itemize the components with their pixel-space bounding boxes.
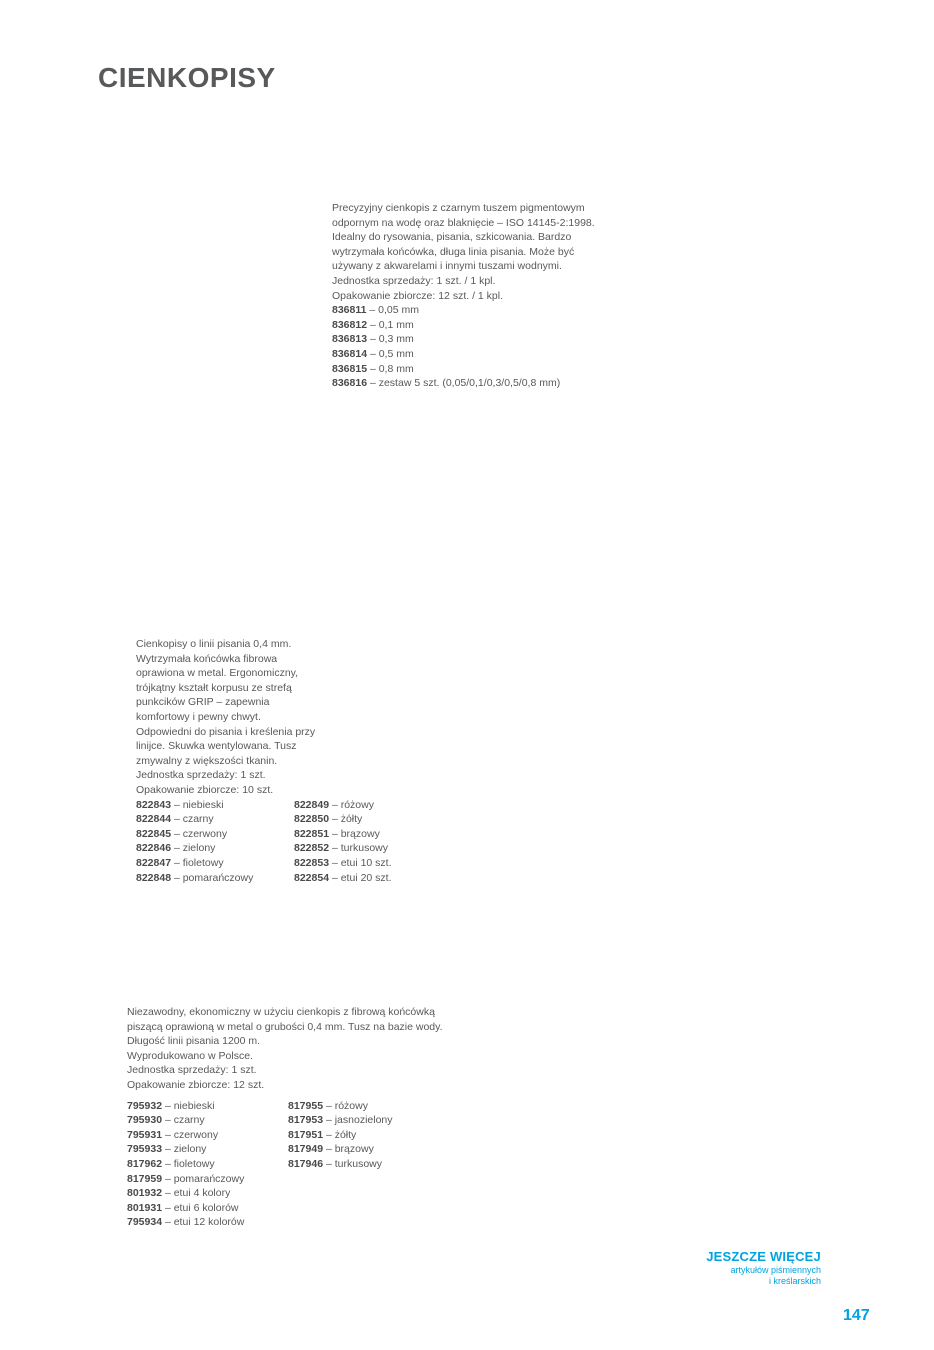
product-variant: – jasnozielony [323, 1114, 393, 1127]
product-code: 822852 [294, 842, 330, 855]
product-variant: – etui 10 szt. [329, 856, 392, 869]
product-variant: – etui 6 kolorów [162, 1201, 239, 1214]
product-variant: – brązowy [323, 1143, 374, 1156]
description-line: Odpowiedni do pisania i kreślenia przy [136, 725, 316, 738]
product-variant: – niebieski [162, 1099, 215, 1112]
description-line: Jednostka sprzedaży: 1 szt. / 1 kpl. [332, 274, 496, 287]
description-line: Opakowanie zbiorcze: 12 szt. / 1 kpl. [332, 289, 503, 302]
promo-subtitle-line-1: artykułów piśmiennych [730, 1265, 821, 1275]
product-code: 817959 [127, 1172, 163, 1185]
description-line: Długość linii pisania 1200 m. [127, 1035, 261, 1048]
product-variant: – pomarańczowy [171, 871, 254, 884]
product-code: 836816 [332, 377, 368, 390]
description-line: Idealny do rysowania, pisania, szkicowania. Bardzo [332, 231, 572, 244]
product-variant: – różowy [323, 1099, 368, 1112]
product-code-item [127, 1172, 288, 1187]
description-line: komfortowy i pewny chwyt. [136, 710, 261, 723]
product-variant: – etui 20 szt. [329, 871, 392, 884]
product-code-item [294, 856, 452, 871]
product-code: 822843 [136, 798, 172, 811]
product-code: 822851 [294, 827, 330, 840]
product-code-item [127, 1215, 288, 1230]
description-line: piszącą oprawioną w metal o grubości 0,4 mm. Tusz na bazie wody. [127, 1020, 443, 1033]
product-code-item [332, 332, 595, 347]
product-code: 822844 [136, 813, 172, 826]
description-line: punkcików GRIP – zapewnia [136, 696, 270, 709]
product-code-columns [127, 1099, 449, 1230]
product-code: 836812 [332, 318, 368, 331]
product-variant: – zestaw 5 szt. (0,05/0,1/0,3/0,5/0,8 mm) [367, 377, 561, 390]
product-code: 822853 [294, 856, 330, 869]
product-variant: – 0,8 mm [367, 362, 414, 375]
description-line: oprawiona w metal. Ergonomiczny, [136, 667, 299, 680]
product-code: 822854 [294, 871, 330, 884]
product-variant: – czerwony [162, 1128, 219, 1141]
product-variant: – czarny [162, 1114, 205, 1127]
product-code-item [294, 812, 452, 827]
product-code-item [136, 856, 294, 871]
product-code-column-1 [136, 798, 294, 886]
product-code: 822847 [136, 856, 172, 869]
description-line: Wyprodukowano w Polsce. [127, 1049, 253, 1062]
description-line: Wytrzymała końcówka fibrowa [136, 652, 278, 665]
product-code: 801932 [127, 1187, 163, 1200]
product-code: 822849 [294, 798, 330, 811]
product-code: 836814 [332, 347, 368, 360]
description-line: Opakowanie zbiorcze: 10 szt. [136, 783, 274, 796]
product-variant: – żółty [323, 1128, 357, 1141]
product-code: 817951 [288, 1128, 324, 1141]
description-line: Jednostka sprzedaży: 1 szt. [127, 1064, 257, 1077]
product-code-item [127, 1142, 288, 1157]
page-title: CIENKOPISY [98, 62, 276, 93]
product-variant: – brązowy [329, 827, 380, 840]
product-variant: – czerwony [171, 827, 228, 840]
product-code-item [294, 798, 452, 813]
product-variant: – czarny [171, 813, 214, 826]
product-code-item [127, 1157, 288, 1172]
product-code-item [136, 871, 294, 886]
product-code-item [288, 1128, 449, 1143]
page-number: 147 [843, 1307, 870, 1324]
product-code-column-2 [288, 1099, 449, 1230]
product-code-item [127, 1186, 288, 1201]
product-code: 836811 [332, 304, 367, 317]
product-code: 822850 [294, 813, 330, 826]
product-code: 817949 [288, 1143, 324, 1156]
product-variant: – 0,05 mm [366, 304, 419, 317]
product-description [136, 637, 452, 798]
promo-box [706, 1249, 821, 1287]
description-line: Jednostka sprzedaży: 1 szt. [136, 769, 266, 782]
product-code-item [332, 347, 595, 362]
product-code-item [294, 841, 452, 856]
product-variant: – turkusowy [329, 842, 388, 855]
description-line: Niezawodny, ekonomiczny w użyciu cienkopis z fibrową końcówką [127, 1006, 435, 1018]
product-variant: – niebieski [171, 798, 224, 811]
description-line: Cienkopisy o linii pisania 0,4 mm. [136, 638, 292, 650]
product-code: 795933 [127, 1143, 163, 1156]
product-variant: – pomarańczowy [162, 1172, 245, 1185]
description-line: używany z akwarelami i innymi tuszami wodnymi. [332, 260, 562, 273]
product-code: 817955 [288, 1099, 324, 1112]
description-line: Opakowanie zbiorcze: 12 szt. [127, 1078, 265, 1091]
product-block-3 [127, 1005, 449, 1230]
promo-subtitle-line-2: i kreślarskich [768, 1276, 821, 1286]
product-code-item [332, 376, 595, 391]
product-code: 795931 [127, 1128, 163, 1141]
product-code: 836813 [332, 333, 368, 346]
product-code: 817953 [288, 1114, 324, 1127]
description-line: odpornym na wodę oraz blaknięcie – ISO 14145-2:1998. [332, 216, 595, 229]
product-code-item [136, 827, 294, 842]
product-code-item [332, 303, 595, 318]
product-code-item [136, 841, 294, 856]
description-line: Precyzyjny cienkopis z czarnym tuszem pigmentowym [332, 202, 585, 214]
product-code: 822848 [136, 871, 172, 884]
description-line: linijce. Skuwka wentylowana. Tusz [136, 740, 297, 753]
product-code: 817946 [288, 1157, 324, 1170]
product-code-column-2 [294, 798, 452, 886]
product-code-item [136, 798, 294, 813]
product-code-item [136, 812, 294, 827]
product-code-item [332, 318, 595, 333]
product-code: 795934 [127, 1216, 163, 1229]
product-code-item [288, 1099, 449, 1114]
product-code: 822846 [136, 842, 172, 855]
product-variant: – etui 12 kolorów [162, 1216, 245, 1229]
product-code: 822845 [136, 827, 172, 840]
product-code-column-1 [127, 1099, 288, 1230]
product-variant: – 0,5 mm [367, 347, 414, 360]
product-variant: – zielony [162, 1143, 207, 1156]
product-code-item [288, 1157, 449, 1172]
product-code-item [288, 1113, 449, 1128]
product-code: 817962 [127, 1157, 163, 1170]
product-code-item [127, 1099, 288, 1114]
promo-title: JESZCZE WIĘCEJ [706, 1249, 821, 1264]
product-description [332, 201, 595, 303]
product-variant: – fioletowy [162, 1157, 215, 1170]
product-variant: – 0,1 mm [367, 318, 414, 331]
product-code-item [127, 1128, 288, 1143]
product-code-columns [136, 798, 452, 886]
description-line: zmywalny z większości tkanin. [136, 754, 278, 767]
product-variant: – 0,3 mm [367, 333, 414, 346]
product-block-2 [136, 637, 452, 885]
product-code-item [294, 871, 452, 886]
product-code-list [332, 303, 595, 391]
product-variant: – fioletowy [171, 856, 224, 869]
product-code: 795932 [127, 1099, 163, 1112]
product-code-item [288, 1142, 449, 1157]
product-description [127, 1005, 449, 1093]
product-code-item [127, 1201, 288, 1216]
product-variant: – żółty [329, 813, 363, 826]
product-code: 795930 [127, 1114, 163, 1127]
description-line: trójkątny kształt korpusu ze strefą [136, 681, 292, 694]
product-code-item [127, 1113, 288, 1128]
product-variant: – różowy [329, 798, 374, 811]
product-variant: – etui 4 kolory [162, 1187, 231, 1200]
description-line: wytrzymała końcówka, długa linia pisania. Może być [332, 245, 575, 258]
product-code-item [332, 362, 595, 377]
product-variant: – turkusowy [323, 1157, 382, 1170]
product-code-item [294, 827, 452, 842]
product-code: 836815 [332, 362, 368, 375]
product-block-1 [332, 201, 595, 391]
product-variant: – zielony [171, 842, 216, 855]
product-code: 801931 [127, 1201, 163, 1214]
